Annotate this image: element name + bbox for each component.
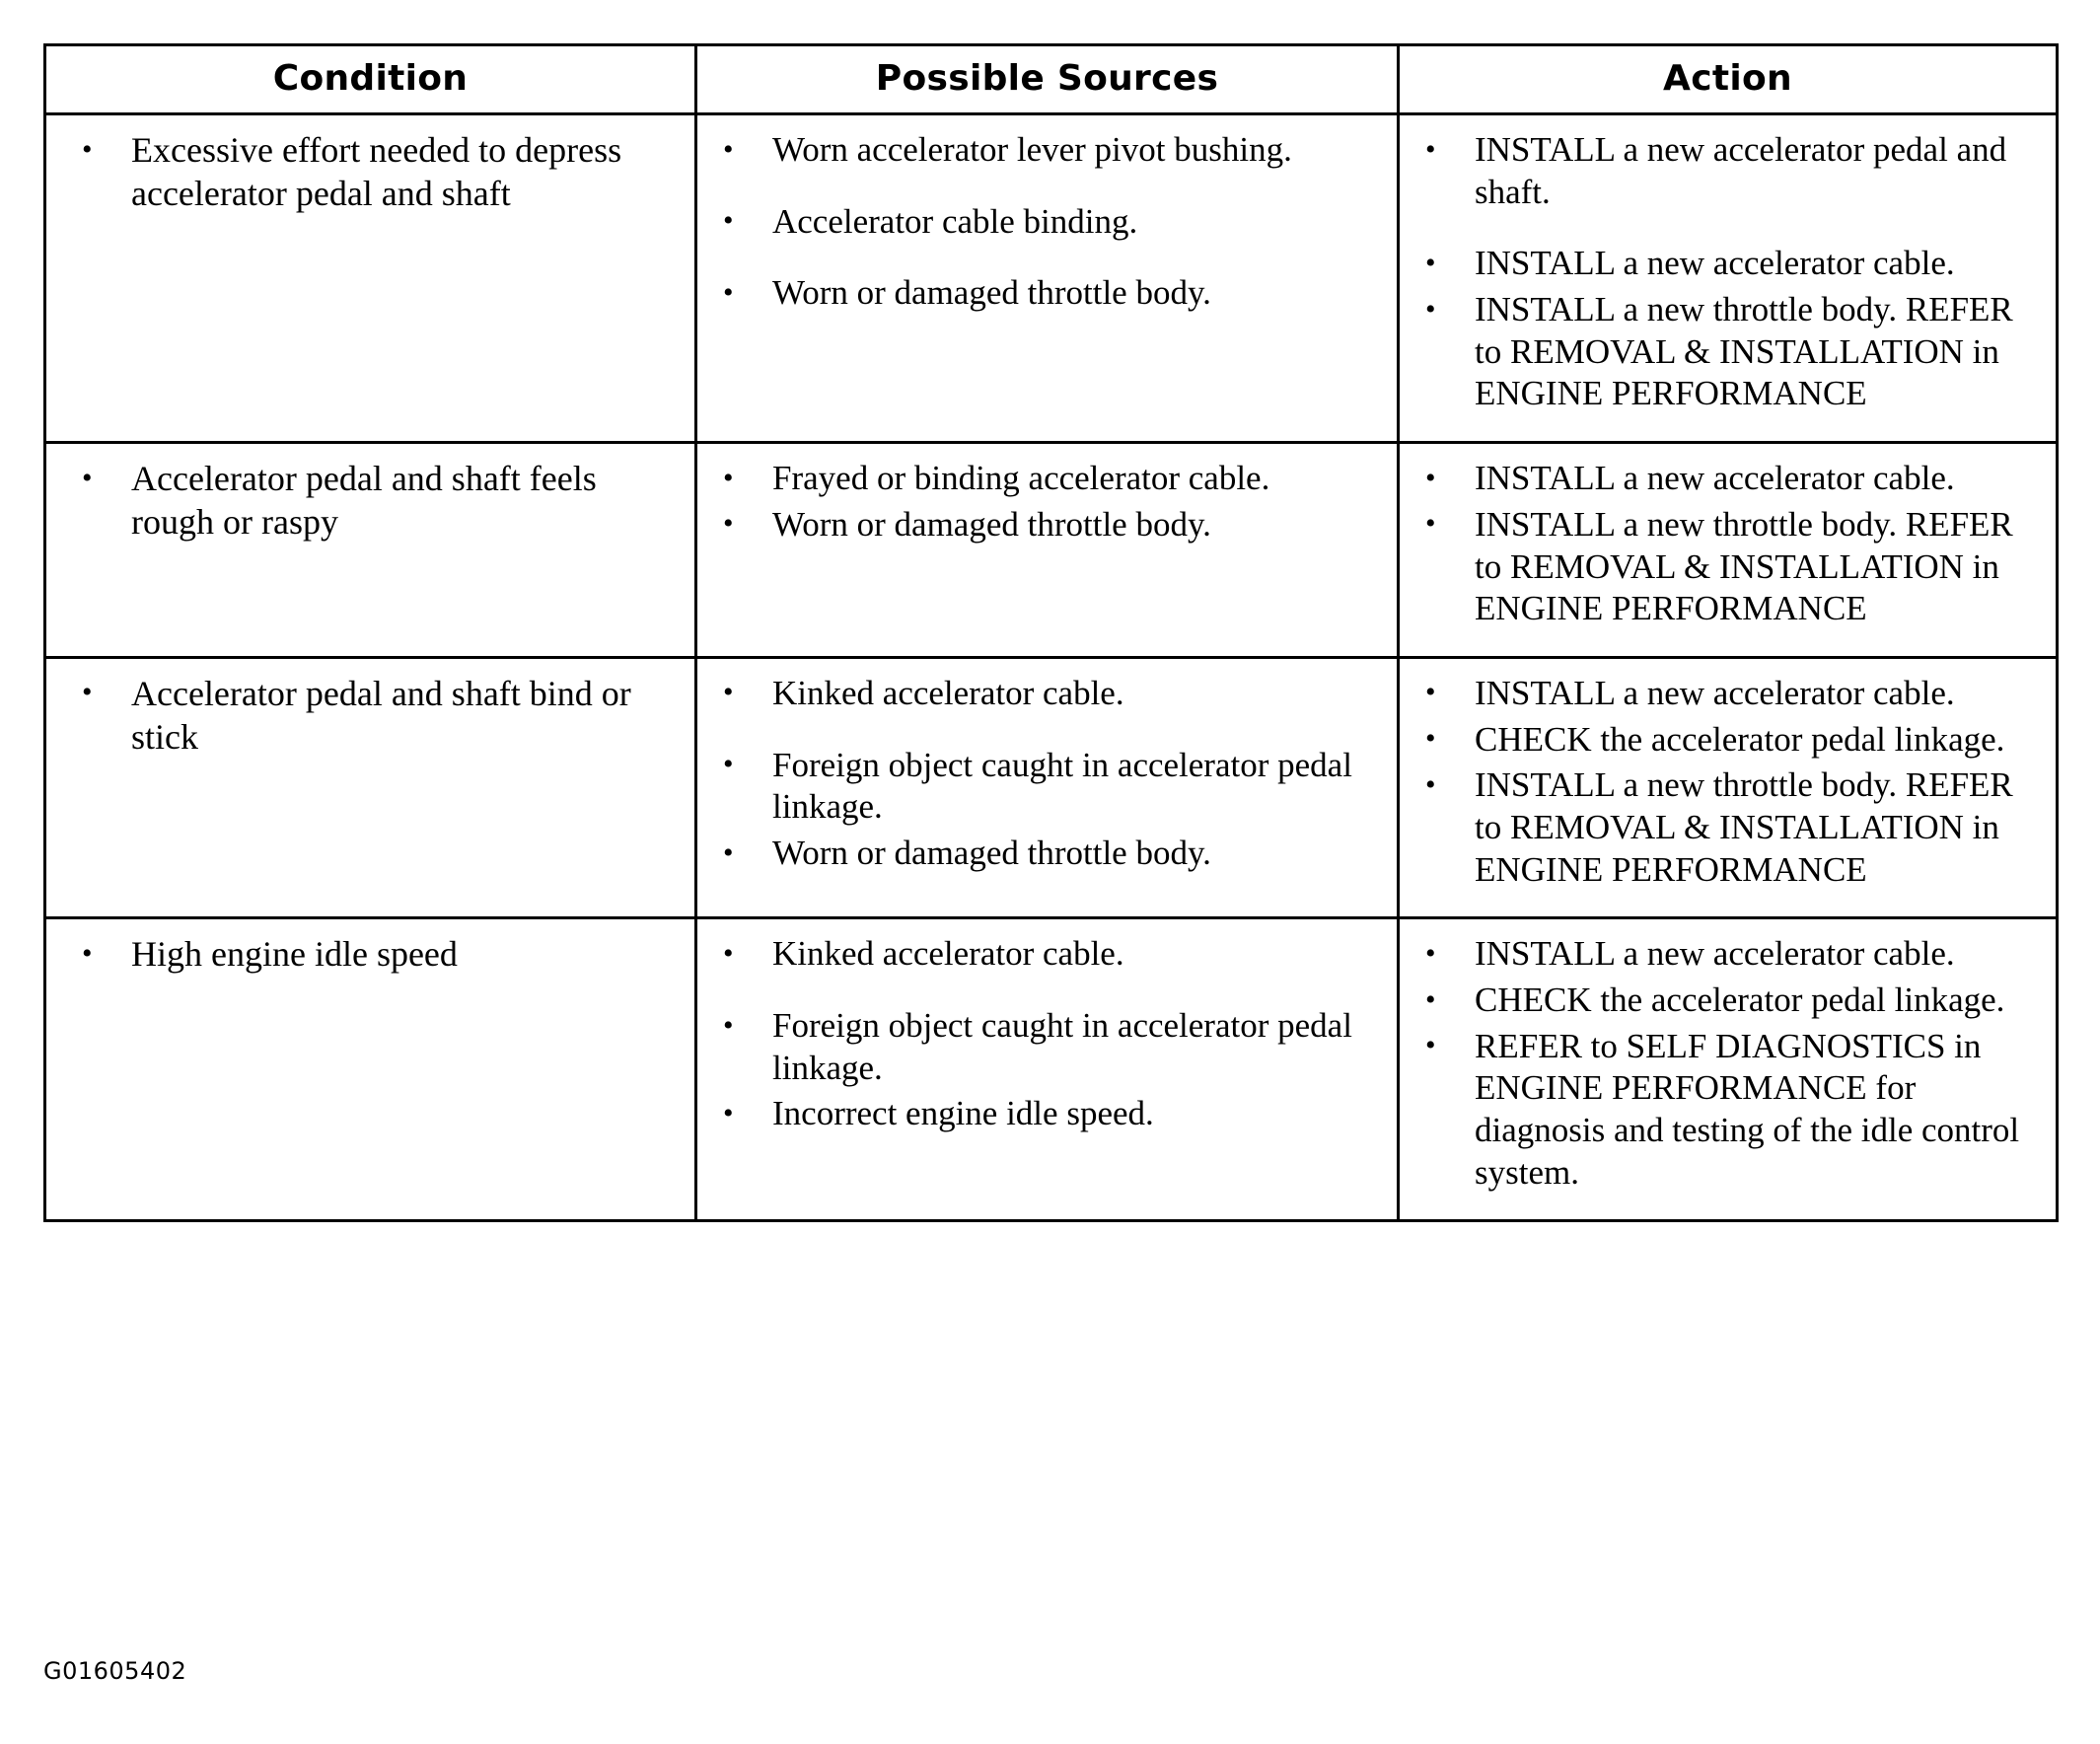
list-item-text: Worn or damaged throttle body.	[772, 273, 1211, 313]
bullet-icon: •	[1425, 246, 1436, 279]
actions-list	[1410, 458, 2046, 630]
actions-list	[1410, 933, 2046, 1194]
actions-list	[1410, 673, 2046, 891]
sources-list	[707, 673, 1387, 875]
bullet-icon: •	[82, 936, 93, 970]
table-row	[45, 443, 2058, 658]
list-item	[707, 833, 1387, 875]
list-item-text: INSTALL a new throttle body. REFER to REMOVAL & INSTALLATION in ENGINE PERFORMANCE	[1475, 504, 2013, 628]
list-item-text: Frayed or binding accelerator cable.	[772, 459, 1270, 498]
bullet-icon: •	[723, 1096, 734, 1129]
list-item-text: INSTALL a new throttle body. REFER to REMOVAL & INSTALLATION in ENGINE PERFORMANCE	[1475, 290, 2013, 413]
list-item	[707, 201, 1387, 244]
cell-possible-sources	[696, 114, 1399, 443]
bullet-icon: •	[1425, 982, 1436, 1016]
list-item	[1410, 673, 2046, 715]
cell-condition	[45, 657, 696, 917]
cell-action	[1399, 657, 2058, 917]
table-header-row	[45, 45, 2058, 114]
bullet-icon: •	[723, 936, 734, 970]
table-head	[45, 45, 2058, 114]
bullet-icon: •	[1425, 132, 1436, 166]
list-item	[707, 1093, 1387, 1135]
list-item-text: Worn accelerator lever pivot bushing.	[772, 130, 1292, 169]
bullet-icon: •	[723, 132, 734, 166]
list-item	[1410, 719, 2046, 762]
list-item-text: Incorrect engine idle speed.	[772, 1094, 1154, 1133]
cell-action	[1399, 114, 2058, 443]
list-item	[1410, 289, 2046, 415]
bullet-icon: •	[82, 461, 93, 494]
list-item-text: Excessive effort needed to depress accelerator pedal and shaft	[131, 130, 622, 213]
cell-action	[1399, 918, 2058, 1221]
bullet-icon: •	[1425, 767, 1436, 801]
column-header-action: Action	[1399, 45, 2058, 114]
bullet-icon: •	[723, 507, 734, 541]
list-item	[1410, 129, 2046, 213]
actions-list	[1410, 129, 2046, 415]
list-item	[56, 129, 685, 216]
bullet-icon: •	[82, 676, 93, 709]
bullet-icon: •	[82, 132, 93, 166]
list-item	[707, 933, 1387, 976]
cell-possible-sources	[696, 443, 1399, 658]
list-item	[707, 272, 1387, 315]
list-item-text: Kinked accelerator cable.	[772, 673, 1124, 712]
list-item	[1410, 243, 2046, 285]
cell-action	[1399, 443, 2058, 658]
bullet-icon: •	[723, 204, 734, 238]
column-header-condition: Condition	[45, 45, 696, 114]
list-item-text: INSTALL a new accelerator cable.	[1475, 673, 1955, 712]
table-body	[45, 114, 2058, 1221]
list-item-text: INSTALL a new accelerator cable.	[1475, 244, 1955, 283]
list-item-text: REFER to SELF DIAGNOSTICS in ENGINE PERFORMANCE for diagnosis and testing of the idle control system.	[1475, 1026, 2020, 1192]
list-item-text: INSTALL a new throttle body. REFER to REMOVAL & INSTALLATION in ENGINE PERFORMANCE	[1475, 765, 2013, 889]
condition-list	[56, 129, 685, 216]
list-item-text: Accelerator cable binding.	[772, 201, 1138, 241]
table-row	[45, 657, 2058, 917]
list-item	[1410, 933, 2046, 976]
cell-possible-sources	[696, 657, 1399, 917]
list-item-text: High engine idle speed	[131, 934, 458, 975]
list-item-text: CHECK the accelerator pedal linkage.	[1475, 981, 2005, 1019]
bullet-icon: •	[1425, 292, 1436, 326]
cell-condition	[45, 443, 696, 658]
list-item-text: Foreign object caught in accelerator pedal linkage.	[772, 1006, 1352, 1087]
list-item	[1410, 980, 2046, 1022]
bullet-icon: •	[1425, 722, 1436, 756]
diagnosis-table-container	[43, 43, 2056, 1222]
list-item	[707, 1005, 1387, 1089]
list-item	[56, 673, 685, 760]
bullet-icon: •	[723, 748, 734, 781]
cell-condition	[45, 918, 696, 1221]
bullet-icon: •	[723, 836, 734, 869]
list-item	[707, 504, 1387, 546]
bullet-icon: •	[723, 275, 734, 309]
list-item	[1410, 504, 2046, 630]
list-item-text: Accelerator pedal and shaft feels rough or raspy	[131, 459, 597, 543]
sources-list	[707, 933, 1387, 1135]
list-item-text: CHECK the accelerator pedal linkage.	[1475, 719, 2005, 759]
list-item	[707, 129, 1387, 172]
list-item-text: Foreign object caught in accelerator pedal linkage.	[772, 745, 1352, 827]
column-header-possible-sources: Possible Sources	[696, 45, 1399, 114]
cell-condition	[45, 114, 696, 443]
figure-id-label: G01605402	[43, 1657, 187, 1685]
condition-list	[56, 673, 685, 760]
list-item-text: Worn or damaged throttle body.	[772, 833, 1211, 872]
bullet-icon: •	[723, 1008, 734, 1042]
list-item	[707, 673, 1387, 715]
list-item-text: INSTALL a new accelerator pedal and shaft.	[1475, 130, 2007, 211]
list-item-text: INSTALL a new accelerator cable.	[1475, 934, 1955, 974]
bullet-icon: •	[723, 461, 734, 494]
condition-list	[56, 933, 685, 977]
bullet-icon: •	[1425, 507, 1436, 541]
list-item	[1410, 458, 2046, 500]
list-item	[707, 745, 1387, 829]
list-item-text: INSTALL a new accelerator cable.	[1475, 459, 1955, 498]
bullet-icon: •	[723, 676, 734, 709]
condition-list	[56, 458, 685, 545]
sources-list	[707, 458, 1387, 545]
bullet-icon: •	[1425, 936, 1436, 970]
list-item	[56, 933, 685, 977]
list-item-text: Worn or damaged throttle body.	[772, 504, 1211, 544]
bullet-icon: •	[1425, 461, 1436, 494]
diagnosis-table	[43, 43, 2059, 1222]
list-item	[707, 458, 1387, 500]
list-item	[1410, 1026, 2046, 1195]
list-item-text: Kinked accelerator cable.	[772, 934, 1124, 974]
bullet-icon: •	[1425, 1029, 1436, 1062]
list-item-text: Accelerator pedal and shaft bind or stick	[131, 673, 631, 757]
list-item	[56, 458, 685, 545]
list-item	[1410, 764, 2046, 891]
bullet-icon: •	[1425, 676, 1436, 709]
table-row	[45, 918, 2058, 1221]
cell-possible-sources	[696, 918, 1399, 1221]
sources-list	[707, 129, 1387, 315]
table-row	[45, 114, 2058, 443]
